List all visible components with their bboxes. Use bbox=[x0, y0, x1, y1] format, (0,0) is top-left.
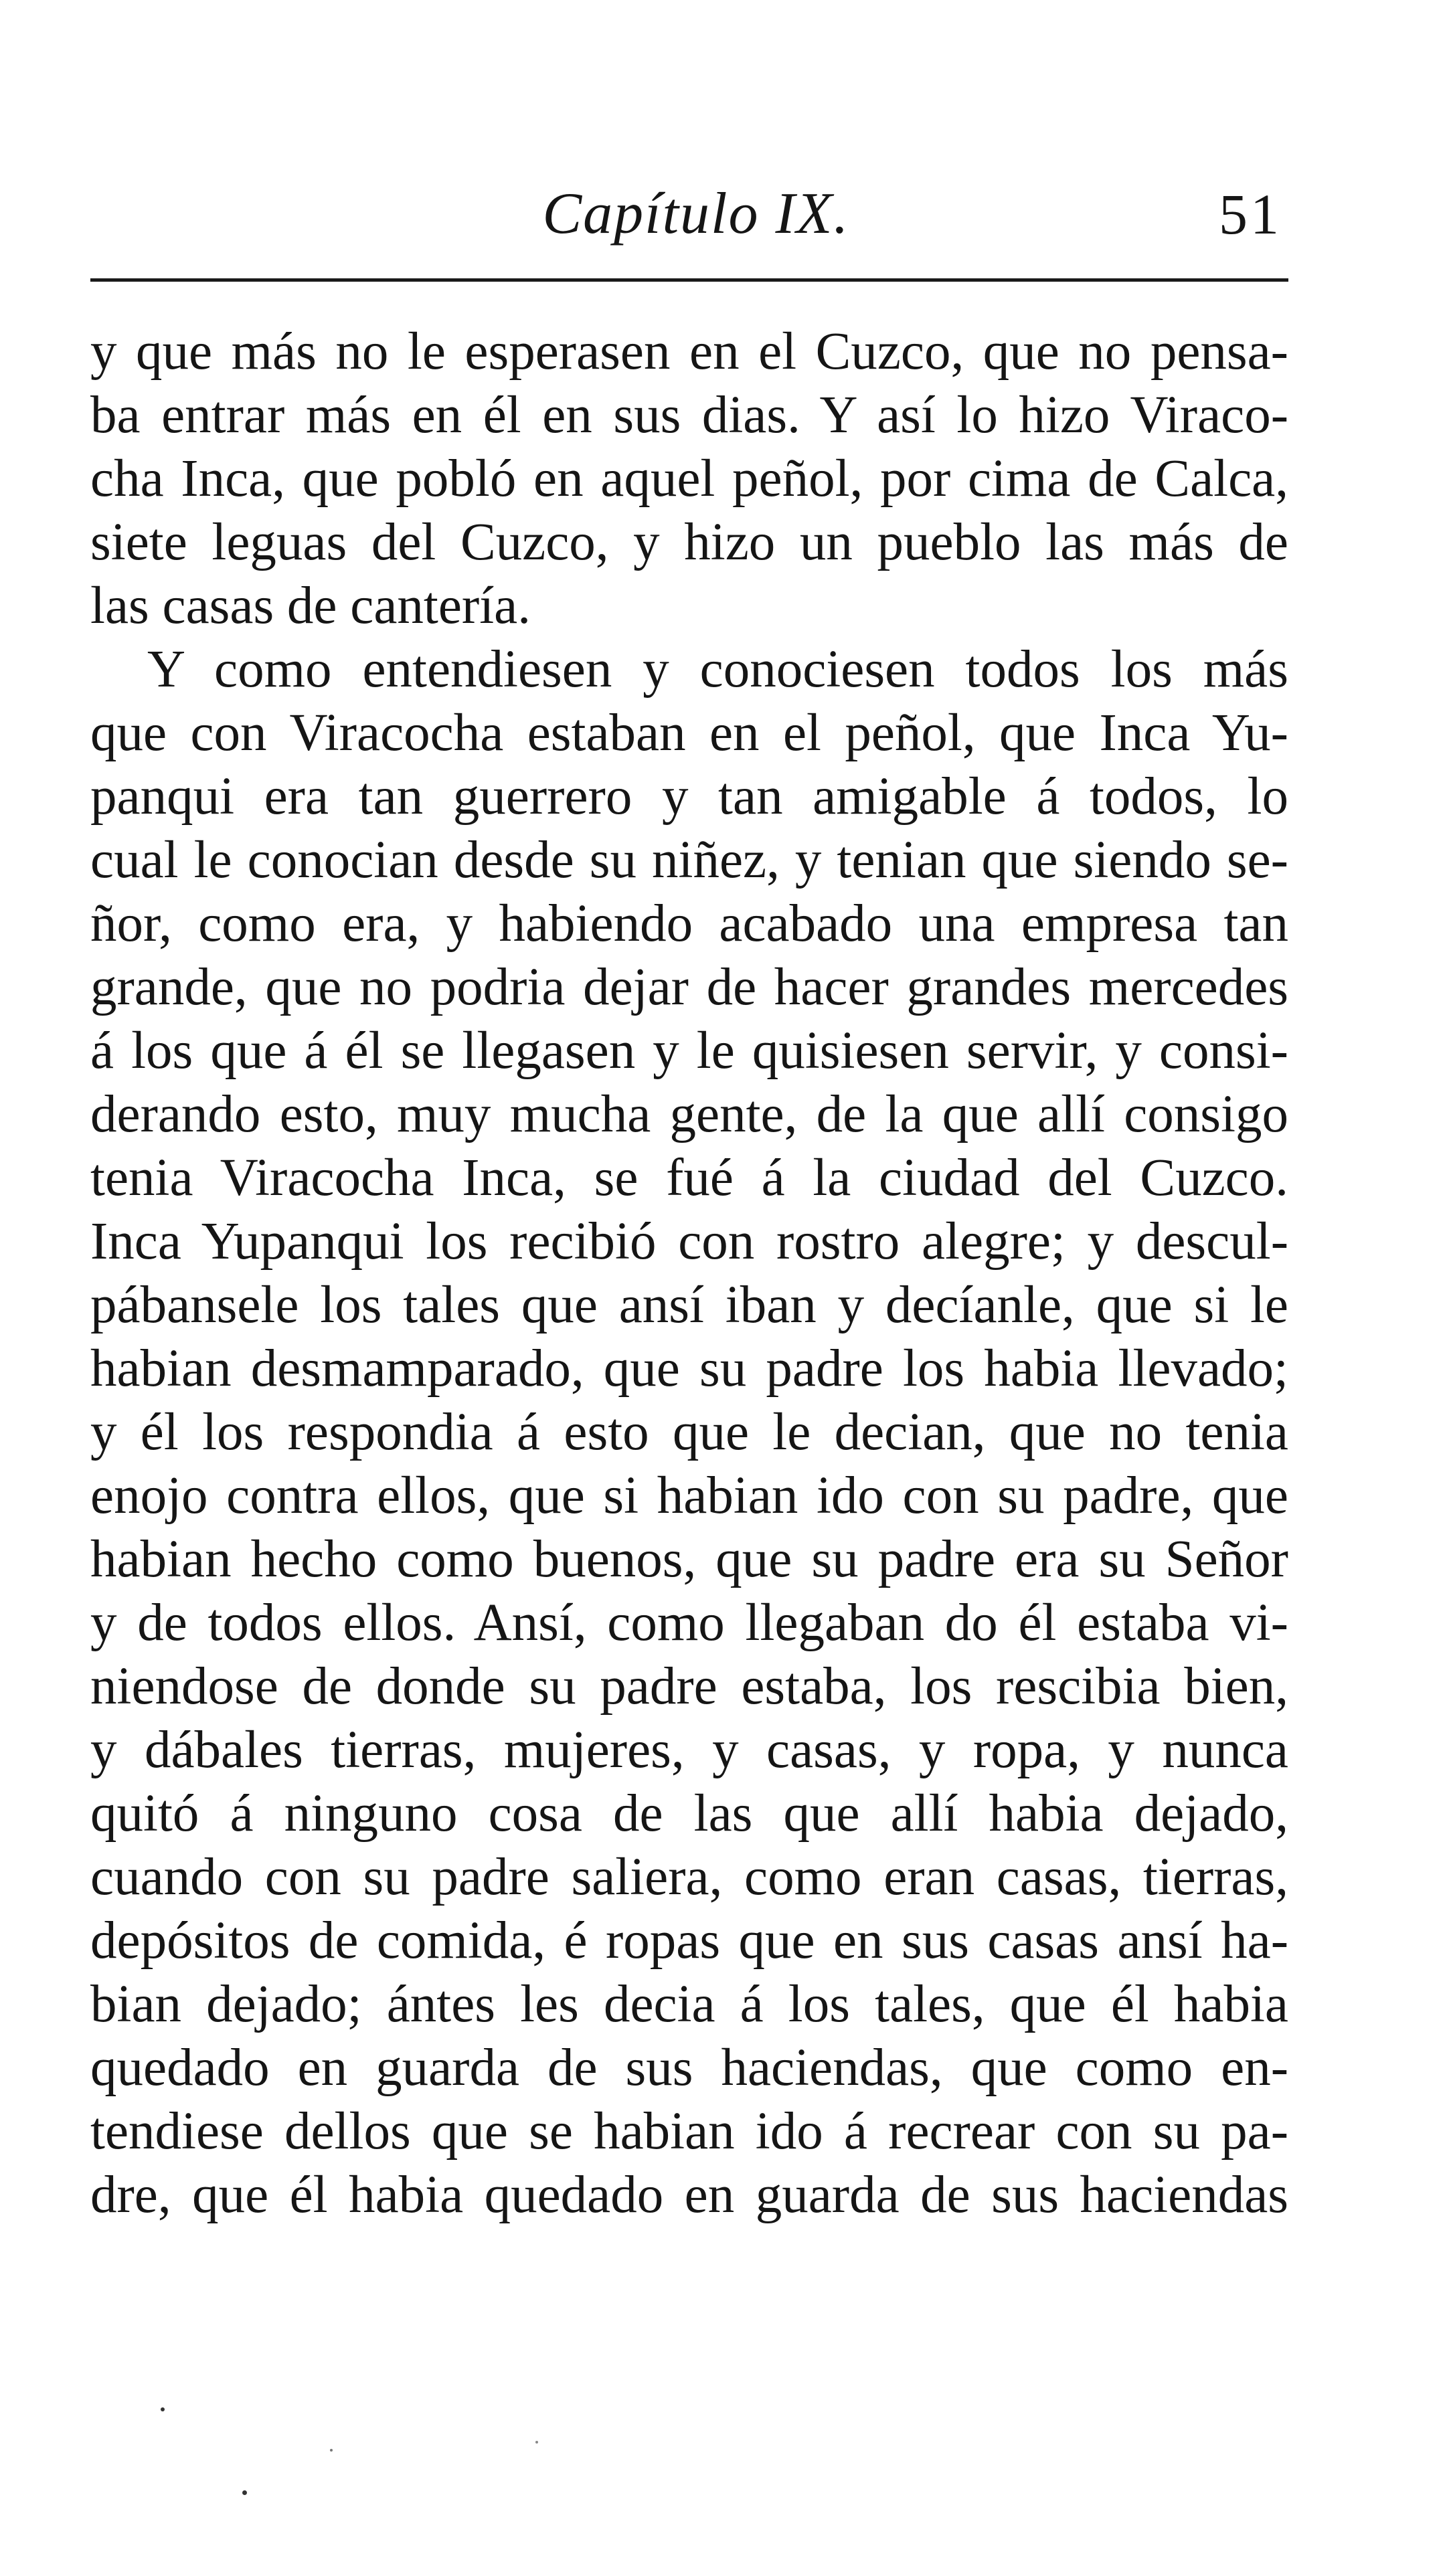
ink-speck bbox=[161, 2407, 165, 2411]
text-line: y él los respondia á esto que le decian, que no tenia bbox=[90, 1403, 1288, 1461]
text-line: Inca Yupanqui los recibió con rostro alegre; y descul- bbox=[90, 1212, 1288, 1271]
text-line: y de todos ellos. Ansí, como llegaban do él estaba vi- bbox=[90, 1594, 1288, 1652]
text-line: habian hecho como buenos, que su padre era su Señor bbox=[90, 1530, 1288, 1588]
text-line: grande, que no podria dejar de hacer grandes mercedes bbox=[90, 958, 1288, 1016]
text-line: que con Viracocha estaban en el peñol, que Inca Yu- bbox=[90, 704, 1288, 762]
body-text bbox=[90, 320, 1288, 2227]
page-number: 51 bbox=[1219, 182, 1282, 246]
text-line: ba entrar más en él en sus dias. Y así lo hizo Viraco- bbox=[90, 386, 1288, 444]
ink-speck bbox=[242, 2490, 247, 2495]
header-rule bbox=[90, 278, 1288, 282]
text-line: derando esto, muy mucha gente, de la que allí consigo bbox=[90, 1085, 1288, 1143]
text-line: pábansele los tales que ansí iban y decíanle, que si le bbox=[90, 1276, 1288, 1334]
text-line: siete leguas del Cuzco, y hizo un pueblo las más de bbox=[90, 513, 1288, 571]
text-line: panqui era tan guerrero y tan amigable á todos, lo bbox=[90, 767, 1288, 826]
text-line: niendose de donde su padre estaba, los rescibia bien, bbox=[90, 1657, 1288, 1716]
text-line: á los que á él se llegasen y le quisiesen servir, y consi- bbox=[90, 1022, 1288, 1080]
text-line: quitó á ninguno cosa de las que allí habia dejado, bbox=[90, 1784, 1288, 1843]
text-line: y dábales tierras, mujeres, y casas, y ropa, y nunca bbox=[90, 1721, 1288, 1779]
text-line: enojo contra ellos, que si habian ido con su padre, que bbox=[90, 1467, 1288, 1525]
text-line: habian desmamparado, que su padre los habia llevado; bbox=[90, 1340, 1288, 1398]
text-line: dre, que él habia quedado en guarda de sus haciendas bbox=[90, 2166, 1288, 2224]
text-line: depósitos de comida, é ropas que en sus casas ansí ha- bbox=[90, 1912, 1288, 1970]
ink-speck bbox=[535, 2441, 538, 2444]
text-line: Y como entendiesen y conociesen todos los más bbox=[147, 640, 1288, 699]
text-line: cuando con su padre saliera, como eran casas, tierras, bbox=[90, 1848, 1288, 1906]
chapter-title: Capítulo IX. bbox=[542, 181, 850, 246]
text-line: cha Inca, que pobló en aquel peñol, por cima de Calca, bbox=[90, 450, 1288, 508]
text-line: las casas de cantería. bbox=[90, 577, 531, 635]
text-line: tendiese dellos que se habian ido á recrear con su pa- bbox=[90, 2102, 1288, 2160]
text-line: cual le conocian desde su niñez, y tenian que siendo se- bbox=[90, 831, 1288, 889]
text-line: ñor, como era, y habiendo acabado una empresa tan bbox=[90, 895, 1288, 953]
running-head bbox=[90, 177, 1302, 258]
text-line: tenia Viracocha Inca, se fué á la ciudad del Cuzco. bbox=[90, 1149, 1288, 1207]
ink-speck bbox=[330, 2449, 333, 2452]
text-line: bian dejado; ántes les decia á los tales, que él habia bbox=[90, 1975, 1288, 2033]
text-line: quedado en guarda de sus haciendas, que como en- bbox=[90, 2039, 1288, 2097]
text-line: y que más no le esperasen en el Cuzco, que no pensa- bbox=[90, 323, 1288, 381]
